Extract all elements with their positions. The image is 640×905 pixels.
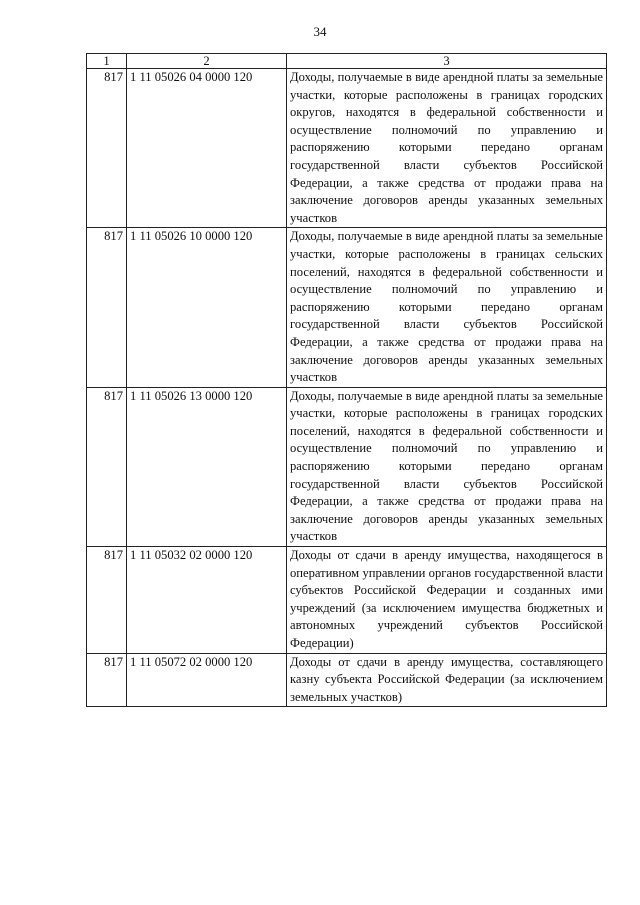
table-row bbox=[87, 653, 607, 707]
revenue-code-cell: 1 11 05026 10 0000 120 bbox=[127, 228, 287, 387]
description-cell: Доходы от сдачи в аренду имущества, находящегося в оперативном управлении органов государственной власти субъектов Российской Федерации и созданных ими учреждений (за исключением имущества бюджетных и автономных учреждений субъектов Российской Федерации) bbox=[287, 547, 607, 654]
table-row bbox=[87, 547, 607, 654]
admin-code-cell: 817 bbox=[87, 547, 127, 654]
admin-code-cell: 817 bbox=[87, 653, 127, 707]
description-cell: Доходы, получаемые в виде арендной платы за земельные участки, которые расположены в границах сельских поселений, находятся в федеральной собственности и осуществление полномочий по управлению и распоряжению которыми передано органам государственной власти субъектов Российской Федерации, а также средства от продажи права на заключение договоров аренды указанных земельных участков bbox=[287, 228, 607, 387]
admin-code-cell: 817 bbox=[87, 228, 127, 387]
admin-code-cell: 817 bbox=[87, 387, 127, 546]
revenue-code-cell: 1 11 05026 13 0000 120 bbox=[127, 387, 287, 546]
column-header-3: 3 bbox=[287, 54, 607, 69]
admin-code-cell: 817 bbox=[87, 69, 127, 228]
revenue-code-cell: 1 11 05072 02 0000 120 bbox=[127, 653, 287, 707]
page-number: 34 bbox=[313, 24, 327, 39]
column-header-1: 1 bbox=[87, 54, 127, 69]
description-cell: Доходы, получаемые в виде арендной платы за земельные участки, которые расположены в границах городских поселений, находятся в федеральной собственности и осуществление полномочий по управлению и распоряжению которыми передано органам государственной власти субъектов Российской Федерации, а также средства от продажи права на заключение договоров аренды указанных земельных участков bbox=[287, 387, 607, 546]
description-cell: Доходы, получаемые в виде арендной платы за земельные участки, которые расположены в границах городских округов, находятся в федеральной собственности и осуществление полномочий по управлению и распоряжению которыми передано органам государственной власти субъектов Российской Федерации, а также средства от продажи права на заключение договоров аренды указанных земельных участков bbox=[287, 69, 607, 228]
revenue-codes-table bbox=[86, 53, 607, 707]
table-row bbox=[87, 387, 607, 546]
revenue-code-cell: 1 11 05032 02 0000 120 bbox=[127, 547, 287, 654]
table-header-row bbox=[87, 54, 607, 69]
description-cell: Доходы от сдачи в аренду имущества, составляющего казну субъекта Российской Федерации (за исключением земельных участков) bbox=[287, 653, 607, 707]
revenue-code-cell: 1 11 05026 04 0000 120 bbox=[127, 69, 287, 228]
column-header-2: 2 bbox=[127, 54, 287, 69]
table-row bbox=[87, 69, 607, 228]
table-row bbox=[87, 228, 607, 387]
